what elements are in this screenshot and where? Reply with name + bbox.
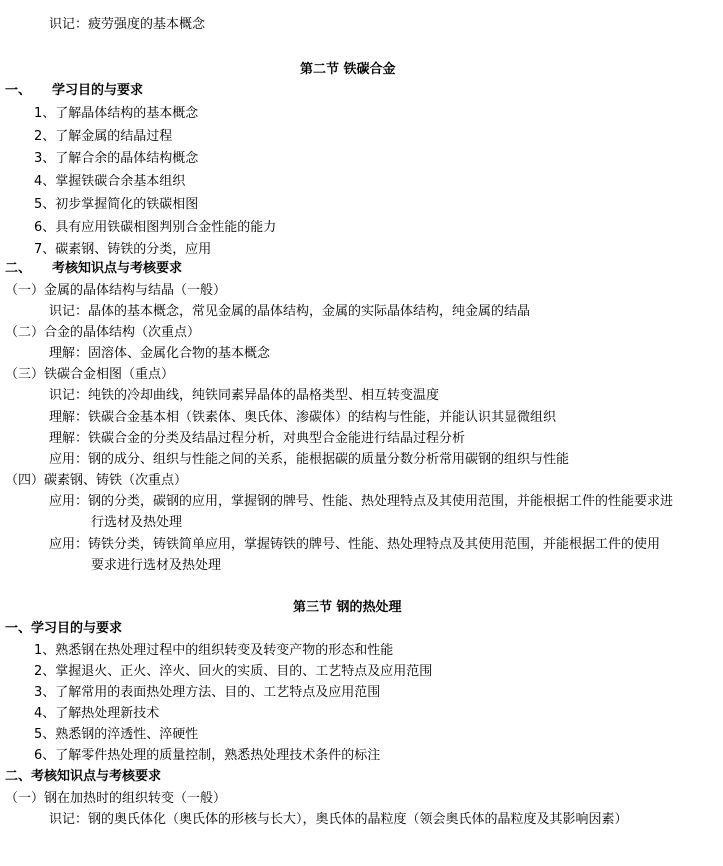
s3-goal-2: 2、掌握退火、正火、淬火、回火的实质、目的、工艺特点及应用范围 — [34, 664, 433, 679]
s2-point-2-line-1: 理解：固溶体、金属化合物的基本概念 — [49, 346, 271, 361]
s2-point-3-line-3: 理解：铁碳合金的分类及结晶过程分析，对典型合金能进行结晶过程分析 — [49, 431, 466, 446]
s2-goal-4: 4、掌握铁碳合余基本组织 — [34, 174, 186, 189]
s2-point-3-line-2: 理解：铁碳合金基本相（铁素体、奥氏体、渗碳体）的结构与性能，并能认识其显微组织 — [49, 410, 557, 425]
memo-line: 识记：疲劳强度的基本概念 — [49, 17, 206, 32]
s2-goal-7: 7、碳素钢、铸铁的分类，应用 — [34, 242, 212, 257]
s2-point-3-title: （三）铁碳合金相图（重点） — [5, 367, 175, 382]
s2-goal-5: 5、初步掌握简化的铁碳相图 — [34, 197, 199, 212]
s3-goal-5: 5、熟悉钢的淬透性、淬硬性 — [34, 727, 199, 742]
s2-h2-number: 二、 — [5, 261, 32, 276]
s2-h1-heading: 学习目的与要求 — [52, 83, 144, 98]
s3-goal-4: 4、了解热处理新技术 — [34, 706, 160, 721]
s2-point-3-line-4: 应用：钢的成分、组织与性能之间的关系，能根据碳的质量分数分析常用碳钢的组织与性能 — [49, 452, 570, 467]
s2-h1-number: 一、 — [5, 83, 32, 98]
section-3-title: 第三节 钢的热处理 — [293, 600, 402, 615]
s2-goal-2: 2、了解金属的结晶过程 — [34, 129, 173, 144]
s3-point-1-title: （一）钢在加热时的组织转变（一般） — [5, 791, 227, 806]
s2-goal-1: 1、了解晶体结构的基本概念 — [34, 106, 199, 121]
s2-h2-heading: 考核知识点与考核要求 — [52, 261, 183, 276]
s2-point-4-line-2: 应用：铸铁分类，铸铁简单应用，掌握铸铁的牌号、性能、热处理特点及其使用范围，并能根据工件的使用 — [49, 537, 661, 552]
s3-goal-1: 1、熟悉钢在热处理过程中的组织转变及转变产物的形态和性能 — [34, 643, 394, 658]
s2-point-2-title: （二）合金的晶体结构（次重点） — [5, 325, 201, 340]
s2-point-4-line-1: 应用：钢的分类，碳钢的应用，掌握钢的牌号、性能、热处理特点及其使用范围，并能根据工件的性能要求进 — [49, 494, 674, 509]
s2-goal-6: 6、具有应用铁碳相图判别合金性能的能力 — [34, 220, 277, 235]
s2-point-4-title: （四）碳素钢、铸铁（次重点） — [5, 473, 188, 488]
s3-h1-heading: 一、学习目的与要求 — [5, 621, 123, 636]
s2-point-4-line-1-cont: 行选材及热处理 — [91, 515, 183, 530]
s3-h2-heading: 二、考核知识点与考核要求 — [5, 769, 162, 784]
s3-goal-6: 6、了解零件热处理的质量控制，熟悉热处理技术条件的标注 — [34, 748, 381, 763]
s3-point-1-line-1: 识记：钢的奥氏体化（奥氏体的形核与长大），奥氏体的晶粒度（领会奥氏体的晶粒度及其影响因素） — [49, 812, 628, 827]
section-2-title: 第二节 铁碳合金 — [300, 62, 396, 77]
s2-point-4-line-2-cont: 要求进行选材及热处理 — [91, 558, 222, 573]
s2-point-3-line-1: 识记：纯铁的冷却曲线，纯铁同素异晶体的晶格类型、相互转变温度 — [49, 388, 440, 403]
s2-goal-3: 3、了解合余的晶体结构概念 — [34, 151, 199, 166]
s2-point-1-title: （一）金属的晶体结构与结晶（一般） — [5, 283, 227, 298]
s2-point-1-line-1: 识记：晶体的基本概念，常见金属的晶体结构，金属的实际晶体结构，纯金属的结晶 — [49, 304, 531, 319]
s3-goal-3: 3、了解常用的表面热处理方法、目的、工艺特点及应用范围 — [34, 685, 381, 700]
